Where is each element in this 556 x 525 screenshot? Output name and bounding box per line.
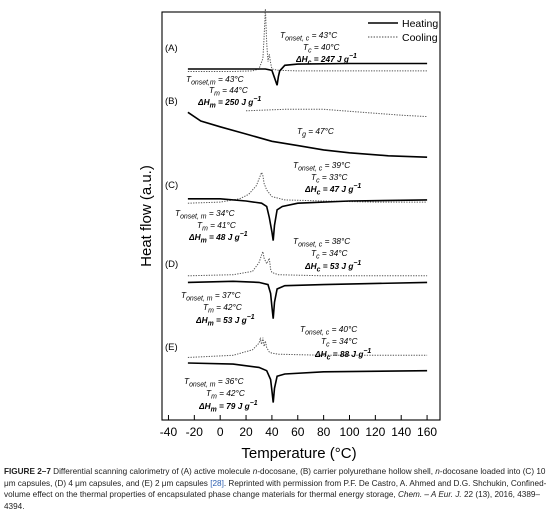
annot-c-onset-m: $T_{onset, m} = 34^\circ C$ <box>175 208 235 220</box>
caption-n-2: n <box>435 467 440 476</box>
annot-a-onset-c: $T_{onset, c} = 43^\circ C$ <box>280 30 338 42</box>
y-axis-label: Heat flow (a.u.) <box>138 165 155 267</box>
panel-label-e: (E) <box>165 342 178 353</box>
x-tick-label: 80 <box>316 425 331 439</box>
annot-d-tm: $T_m = 42^\circ C$ <box>203 302 242 314</box>
caption-text-5: 22 (13), 2016, 4389–4394. <box>4 490 540 511</box>
x-tick-label: 100 <box>339 425 360 439</box>
x-tick-label: 140 <box>391 425 412 439</box>
annot-b-tg: $T_g = 47^\circ C$ <box>297 126 334 138</box>
caption-n-1: n <box>252 467 258 476</box>
x-tick-label: 40 <box>265 425 279 439</box>
x-axis-ticks <box>160 415 438 439</box>
annot-c-hm: $\Delta H_m = 48$ J $g^{-1}$ <box>189 231 248 243</box>
legend-cooling-label: Cooling <box>402 32 438 44</box>
annot-a-hm: $\Delta H_m = 250$ J $g^{-1}$ <box>198 96 262 108</box>
x-tick-label: 60 <box>291 425 305 439</box>
panel-label-a: (A) <box>165 43 178 54</box>
caption-journal: Chem. – A Eur. J. <box>397 490 462 500</box>
caption-text-3: -docosane loaded into (C) 10 μm capsules, (D) 4 μm capsules, and (E) 2 μm capsules <box>4 467 546 488</box>
annot-a-tm: $T_m = 44^\circ C$ <box>209 85 248 97</box>
caption-text-2: -docosane, (B) carrier polyurethane hollow shell, <box>257 467 436 476</box>
annot-e-tm: $T_m = 42^\circ C$ <box>206 388 245 400</box>
x-tick-label: -20 <box>185 425 203 439</box>
panel-label-d: (D) <box>165 259 179 270</box>
caption-text-4: . Reprinted with permission from P.F. De Castro, A. Ahmed and D.G. Shchukin, Confined-volume effect on the thermal properties of encapsulated phase change materials for thermal energy storage, <box>4 478 547 500</box>
panel-label-c: (C) <box>165 180 179 191</box>
annot-e-hc: $\Delta H_c = 88$ J $g^{-1}$ <box>315 348 372 360</box>
x-tick-label: 20 <box>239 425 253 439</box>
annot-d-hc: $\Delta H_c = 53$ J $g^{-1}$ <box>305 260 362 272</box>
x-tick-label: -40 <box>159 425 178 439</box>
annot-e-onset-m: $T_{onset, m} = 36^\circ C$ <box>184 376 244 388</box>
annot-c-tm: $T_m = 41^\circ C$ <box>197 220 236 232</box>
x-axis-label: Temperature (°C) <box>241 445 357 462</box>
x-tick-label: 0 <box>216 425 224 439</box>
caption-text-1: Differential scanning calorimetry of (A) active molecule <box>50 467 253 476</box>
annot-e-hm: $\Delta H_m = 79$ J $g^{-1}$ <box>199 400 258 412</box>
annot-d-tc: $T_c = 34^\circ C$ <box>311 248 348 260</box>
annot-a-tc: $T_c = 40^\circ C$ <box>303 42 340 54</box>
annot-c-hc: $\Delta H_c = 47$ J $g^{-1}$ <box>305 183 362 195</box>
annot-e-tc: $T_c = 34^\circ C$ <box>321 336 358 348</box>
x-tick-label: 120 <box>365 425 386 439</box>
annot-d-onset-m: $T_{onset, m} = 37^\circ C$ <box>181 290 241 302</box>
caption-reference-link[interactable]: [28] <box>210 478 224 488</box>
cooling-curve-b <box>246 109 427 116</box>
annot-d-hm: $\Delta H_m = 53$ J $g^{-1}$ <box>196 314 255 326</box>
caption-figure-label: FIGURE 2–7 <box>4 467 51 476</box>
figure-caption <box>4 466 552 512</box>
annot-a-onset-m: $T_{onset,m} = 43^\circ C$ <box>186 74 244 86</box>
legend-heating-label: Heating <box>402 18 439 30</box>
annot-c-onset-c: $T_{onset, c} = 39^\circ C$ <box>293 160 351 172</box>
annot-e-onset-c: $T_{onset, c} = 40^\circ C$ <box>300 324 358 336</box>
annot-c-tc: $T_c = 33^\circ C$ <box>311 172 348 184</box>
x-tick-label: 160 <box>417 425 438 439</box>
panel-label-b: (B) <box>165 96 178 107</box>
annot-d-onset-c: $T_{onset, c} = 38^\circ C$ <box>293 236 351 248</box>
annot-a-hc: $\Delta H_c = 247$ J $g^{-1}$ <box>296 53 357 65</box>
